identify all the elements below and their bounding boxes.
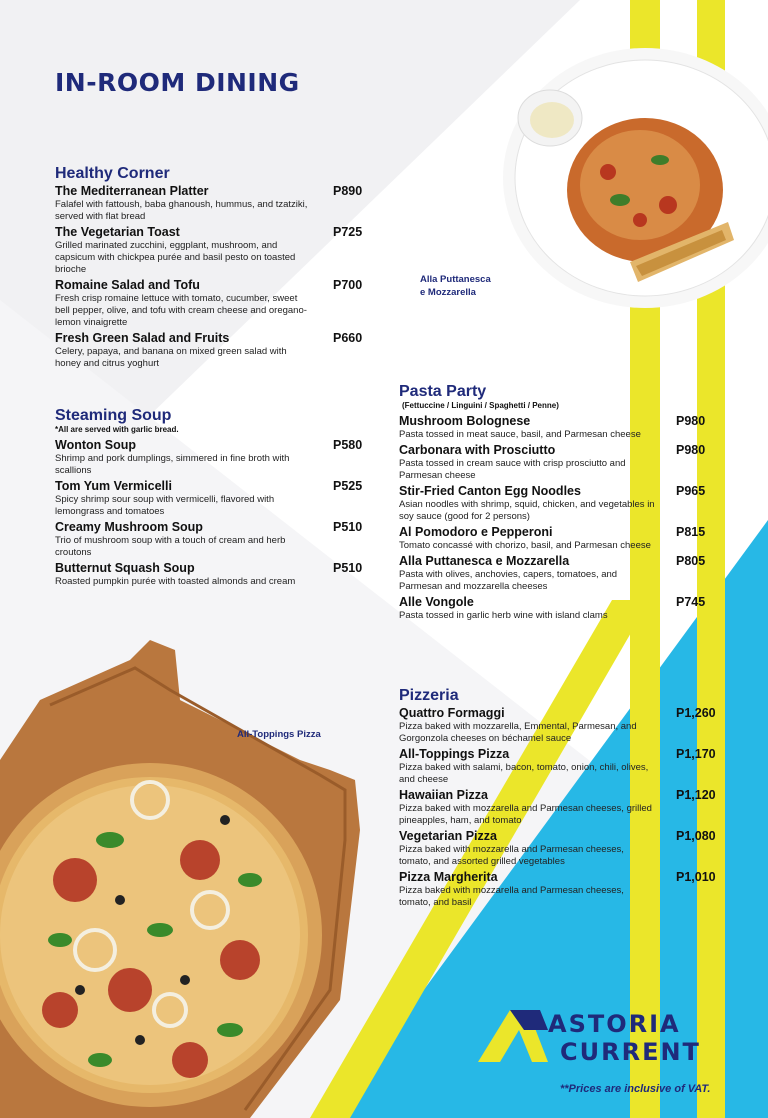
item-description: Celery, papaya, and banana on mixed green salad with honey and citrus yoghurt (55, 346, 287, 369)
item-name: Fresh Green Salad and Fruits (55, 331, 230, 345)
menu-item (55, 224, 363, 276)
item-name: Al Pomodoro e Pepperoni (399, 525, 553, 539)
menu-item (399, 746, 716, 786)
item-price: P965 (676, 484, 706, 498)
item-name: Wonton Soup (55, 438, 136, 452)
item-price: P1,260 (676, 706, 716, 720)
menu-item (55, 519, 363, 559)
item-name: Mushroom Bolognese (399, 414, 531, 428)
item-description: Asian noodles with shrimp, squid, chicken, and vegetables in soy sauce (good for 2 persons) (399, 499, 655, 522)
item-price: P805 (676, 554, 706, 568)
menu-item (55, 183, 363, 223)
item-description: Pizza baked with mozzarella and Parmesan cheeses, grilled pineapples, ham, and tomato (399, 803, 652, 826)
menu-item (55, 437, 363, 477)
item-name: Creamy Mushroom Soup (55, 520, 203, 534)
item-price: P660 (333, 331, 363, 345)
menu-item (399, 442, 706, 482)
section-title: Pasta Party (399, 383, 487, 400)
item-price: P1,170 (676, 747, 716, 761)
item-description: Pasta tossed in garlic herb wine with island clams (399, 610, 608, 621)
menu-item (399, 705, 716, 745)
item-name: Alle Vongole (399, 595, 474, 609)
item-description: Falafel with fattoush, baba ghanoush, hummus, and tzatziki, served with flat bread (55, 199, 308, 222)
item-price: P725 (333, 225, 363, 239)
item-name: Quattro Formaggi (399, 706, 505, 720)
item-description: Pizza baked with mozzarella, Emmental, Parmesan, and Gorgonzola cheeses on béchamel sauce (399, 721, 637, 744)
pizzeria-section (399, 686, 716, 910)
menu-item (399, 553, 706, 593)
item-price: P890 (333, 184, 363, 198)
menu-item (399, 413, 706, 441)
item-price: P510 (333, 561, 363, 575)
item-name: Butternut Squash Soup (55, 561, 195, 575)
item-description: Spicy shrimp sour soup with vermicelli, flavored with lemongrass and tomatoes (55, 494, 275, 517)
logo-text-astoria: ASTORIA (548, 1010, 681, 1038)
steaming-soup-section (55, 406, 363, 589)
item-name: All-Toppings Pizza (399, 747, 510, 761)
item-description: Shrimp and pork dumplings, simmered in fine broth with scallions (55, 453, 290, 476)
item-price: P1,080 (676, 829, 716, 843)
item-name: Hawaiian Pizza (399, 788, 488, 802)
item-description: Pizza baked with mozzarella and Parmesan cheeses, tomato, and assorted grilled vegetables (399, 844, 624, 867)
item-name: The Vegetarian Toast (55, 225, 180, 239)
menu-item (399, 787, 716, 827)
item-price: P510 (333, 520, 363, 534)
item-name: Tom Yum Vermicelli (55, 479, 172, 493)
item-description: Trio of mushroom soup with a touch of cream and herb croutons (55, 535, 286, 558)
section-note: (Fettuccine / Linguini / Spaghetti / Penne) (402, 401, 559, 410)
item-description: Pizza baked with salami, bacon, tomato, onion, chili, olives, and cheese (399, 762, 649, 785)
menu-item (399, 483, 706, 523)
item-description: Grilled marinated zucchini, eggplant, mushroom, and capsicum with chickpea purée and basil pesto on toasted brioche (55, 240, 296, 275)
section-note: *All are served with garlic bread. (55, 425, 179, 434)
item-price: P815 (676, 525, 706, 539)
item-price: P980 (676, 414, 706, 428)
item-price: P580 (333, 438, 363, 452)
item-description: Pasta tossed in cream sauce with crisp prosciutto and Parmesan cheese (399, 458, 626, 481)
item-price: P1,010 (676, 870, 716, 884)
item-name: Romaine Salad and Tofu (55, 278, 200, 292)
section-title: Healthy Corner (55, 165, 170, 182)
item-price: P745 (676, 595, 706, 609)
menu-item (55, 478, 363, 518)
item-description: Pizza baked with mozzarella and Parmesan cheeses, tomato, and basil (399, 885, 624, 908)
item-price: P700 (333, 278, 363, 292)
menu-item (399, 828, 716, 868)
item-description: Tomato concassé with chorizo, basil, and Parmesan cheese (399, 540, 651, 551)
menu-item (55, 330, 363, 370)
item-description: Roasted pumpkin purée with toasted almonds and cream (55, 576, 296, 587)
page-title: IN-ROOM DINING (55, 68, 300, 97)
item-description: Pasta tossed in meat sauce, basil, and Parmesan cheese (399, 429, 641, 440)
pizza-photo-caption: All-Toppings Pizza (237, 729, 321, 740)
section-title: Pizzeria (399, 687, 459, 704)
vat-note: **Prices are inclusive of VAT. (560, 1083, 711, 1095)
item-description: Pasta with olives, anchovies, capers, tomatoes, and Parmesan and mozzarella cheeses (399, 569, 618, 592)
menu-item (399, 594, 706, 622)
item-name: Vegetarian Pizza (399, 829, 497, 843)
item-price: P1,120 (676, 788, 716, 802)
logo-text-current: CURRENT (560, 1038, 701, 1066)
menu-item (55, 277, 363, 329)
pasta-photo-caption: Alla Puttanesca e Mozzarella (420, 274, 491, 298)
pasta-party-section (399, 382, 706, 623)
item-name: The Mediterranean Platter (55, 184, 209, 198)
healthy-corner-section (55, 164, 363, 371)
item-name: Alla Puttanesca e Mozzarella (399, 554, 570, 568)
item-price: P525 (333, 479, 363, 493)
item-name: Carbonara with Prosciutto (399, 443, 556, 457)
menu-item (399, 524, 706, 552)
section-title: Steaming Soup (55, 407, 172, 424)
item-name: Stir-Fried Canton Egg Noodles (399, 484, 581, 498)
menu-item (399, 869, 716, 909)
item-description: Fresh crisp romaine lettuce with tomato, cucumber, sweet bell pepper, olive, and tofu with cream cheese and oregano-lemon vinaigrette (55, 293, 307, 328)
item-price: P980 (676, 443, 706, 457)
menu-item (55, 560, 363, 588)
item-name: Pizza Margherita (399, 870, 498, 884)
